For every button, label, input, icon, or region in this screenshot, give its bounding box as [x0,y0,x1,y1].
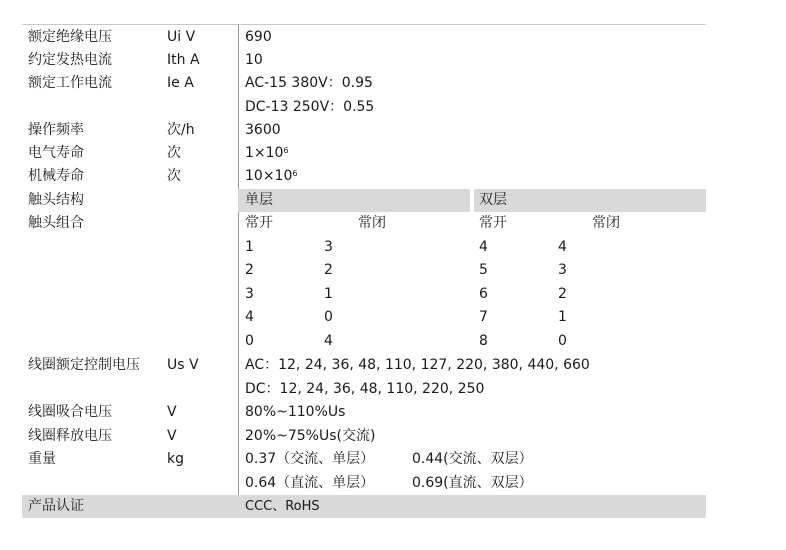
spec-unit: Ith A [167,52,200,68]
spec-row-thermal [22,49,706,72]
spec-row-working-dc [22,96,706,119]
combo-value: 4 [245,309,254,325]
combo-value: 5 [479,262,488,278]
header-nc-single: 常闭 [358,215,386,231]
single-layer-label: 单层 [245,192,273,208]
spec-row-working [22,72,706,95]
spec-value [245,142,289,165]
spec-name: 产品认证 [28,498,84,514]
spec-row-frequency [22,119,706,142]
table-top-border [22,24,706,25]
spec-value: 80%~110%Us [245,404,346,420]
spec-value: 10 [245,52,263,68]
spec-unit: 次 [167,168,181,184]
spec-unit: Us V [167,357,199,373]
combo-value: 7 [479,309,488,325]
spec-value [245,165,297,188]
spec-unit: 次 [167,145,181,161]
spec-name: 线圈释放电压 [28,428,112,444]
spec-name: 重量 [28,451,56,467]
combo-value: 2 [245,262,254,278]
band-double [474,189,706,212]
spec-row-coil-voltage [22,354,706,377]
combo-value: 2 [558,286,567,302]
value-base: 1×10 [245,145,284,161]
combo-row [22,236,706,259]
combo-row [22,306,706,329]
spec-unit: V [167,428,177,444]
double-layer-label: 双层 [479,192,507,208]
spec-row-coil-voltage-dc [22,378,706,401]
combo-value: 4 [558,239,567,255]
spec-value: 0.64（直流、单层） [245,475,375,491]
spec-value: DC：12, 24, 36, 48, 110, 220, 250 [245,381,485,397]
spec-unit: Ui V [167,29,196,45]
header-no-double: 常开 [479,215,507,231]
spec-name: 机械寿命 [28,168,84,184]
spec-name: 触头结构 [28,192,84,208]
combo-row [22,330,706,353]
spec-value: AC-15 380V：0.95 [245,75,373,91]
spec-unit: Ie A [167,75,194,91]
combo-value: 3 [324,239,333,255]
spec-name: 操作频率 [28,122,84,138]
spec-value: 3600 [245,122,281,138]
spec-row-certification [22,495,706,518]
spec-row-weight [22,448,706,471]
combo-value: 8 [479,333,488,349]
value-exponent: 6 [292,169,298,178]
spec-value: 0.44(交流、双层） [412,451,533,467]
spec-row-pickup [22,401,706,424]
spec-row-electrical-life [22,142,706,165]
combo-value: 1 [558,309,567,325]
spec-name: 约定发热电流 [28,52,112,68]
header-nc-double: 常闭 [592,215,620,231]
spec-value: CCC、RoHS [245,499,320,514]
spec-value: 20%~75%Us(交流) [245,428,376,444]
spec-row-release [22,425,706,448]
combo-value: 3 [245,286,254,302]
spec-name: 触头组合 [28,215,84,231]
value-exponent: 6 [283,146,289,155]
combo-value: 1 [245,239,254,255]
spec-value: DC-13 250V：0.55 [245,99,375,115]
spec-row-weight-dc [22,472,706,495]
combo-value: 3 [558,262,567,278]
combo-row [22,259,706,282]
header-no-single: 常开 [245,215,273,231]
combo-value: 0 [245,333,254,349]
spec-value: 0.37（交流、单层） [245,451,375,467]
spec-unit: 次/h [167,122,195,138]
spec-row-contact-combo [22,212,706,235]
combo-value: 4 [479,239,488,255]
combo-value: 2 [324,262,333,278]
spec-row-insulation [22,26,706,49]
spec-name: 额定绝缘电压 [28,29,112,45]
spec-value: 0.69(直流、双层） [412,475,533,491]
spec-value: AC：12, 24, 36, 48, 110, 127, 220, 380, 440, 660 [245,357,590,373]
combo-value: 1 [324,286,333,302]
combo-row [22,283,706,306]
spec-name: 额定工作电流 [28,75,112,91]
spec-row-contact-structure [22,189,706,212]
spec-value: 690 [245,29,272,45]
combo-value: 0 [324,309,333,325]
combo-value: 0 [558,333,567,349]
spec-unit: V [167,404,177,420]
spec-unit: kg [167,451,184,467]
spec-name: 电气寿命 [28,145,84,161]
spec-row-mechanical-life [22,165,706,188]
combo-value: 6 [479,286,488,302]
spec-name: 线圈吸合电压 [28,404,112,420]
combo-value: 4 [324,333,333,349]
spec-name: 线圈额定控制电压 [28,357,140,373]
value-base: 10×10 [245,168,293,184]
